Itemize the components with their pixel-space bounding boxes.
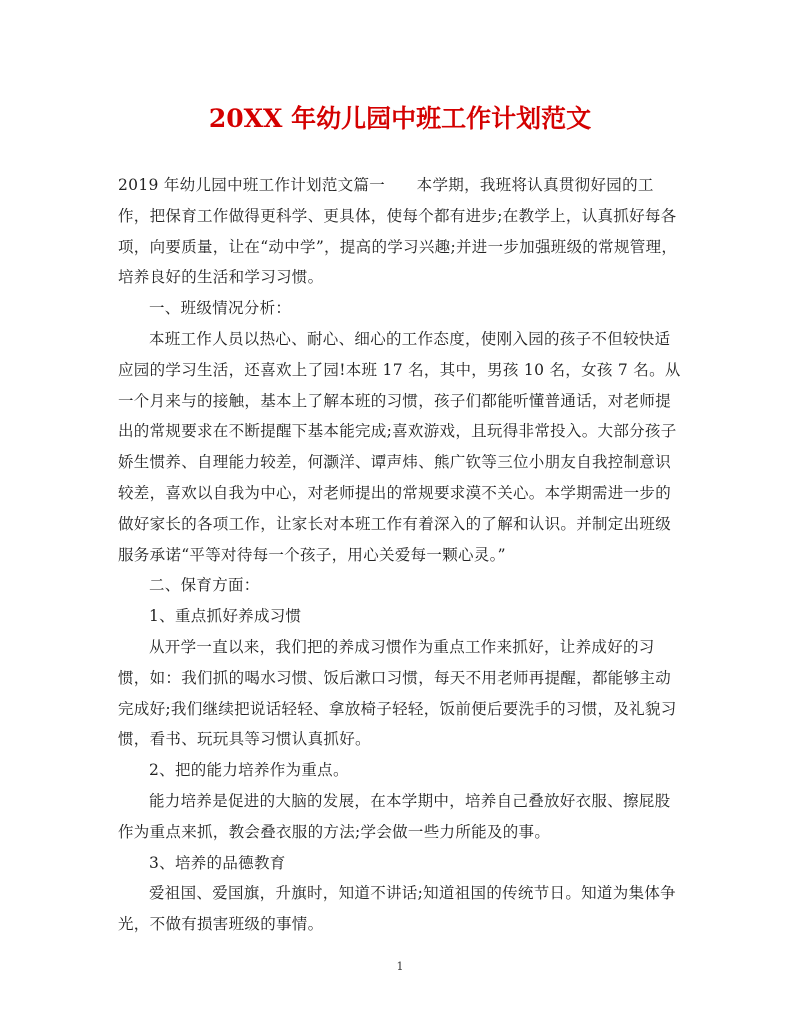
document-title: 20XX 年幼儿园中班工作计划范文 [208, 104, 592, 133]
page-number: 1 [396, 960, 404, 973]
section-heading-class-analysis: 一、班级情况分析： [149, 299, 292, 318]
habits-paragraph: 从开学一直以来，我们把的养成习惯作为重点工作来抓好，让养成好的习惯，如：我们抓的喝水习惯、饭后漱口习惯，每天不用老师再提醒，都能够主动完成好;我们继续把说话轻轻、拿放椅子轻轻，饭前便后要洗手的习惯，及礼貌习惯，看书、玩玩具等习惯认真抓好。 [118, 637, 677, 749]
subheading-habits: 1、重点抓好养成习惯 [149, 607, 302, 626]
document-body [118, 170, 684, 940]
subheading-ability: 2、把的能力培养作为重点。 [149, 761, 349, 780]
ability-paragraph: 能力培养是促进的大脑的发展，在本学期中，培养自己叠放好衣服、擦屁股作为重点来抓，教会叠衣服的方法;学会做一些力所能及的事。 [118, 791, 671, 841]
class-analysis-paragraph: 本班工作人员以热心、耐心、细心的工作态度，使刚入园的孩子不但较快适应园的学习生活，还喜欢上了园!本班 17 名，其中，男孩 10 名，女孩 7 名。从一个月来与的接触，基本上了解本班的习惯，孩子们都能听懂普通话，对老师提出的常规要求在不断提醒下基本能完成;喜欢游戏，且玩得非常投入。大部分孩子娇生惯养、自理能力较差，何灏洋、谭声炜、熊广钦等三位小朋友自我控制意识较差，喜欢以自我为中心，对老师提出的常规要求漠不关心。本学期需进一步的做好家长的各项工作，让家长对本班工作有着深入的了解和认识。并制定出班级服务承诺“平等对待每一个孩子，用心关爱每一颗心灵。” [118, 329, 681, 564]
intro-paragraph: 2019 年幼儿园中班工作计划范文篇一 本学期，我班将认真贯彻好园的工作，把保育工作做得更科学、更具体，使每个都有进步;在教学上，认真抓好每各项，向要质量，让在“动中学”，提高的学习兴趣;并进一步加强班级的常规管理，培养良好的生活和学习习惯。 [118, 176, 678, 287]
moral-education-paragraph: 爱祖国、爱国旗，升旗时，知道不讲话;知道祖国的传统节日。知道为集体争光，不做有损害班级的事情。 [118, 884, 676, 934]
section-heading-childcare: 二、保育方面： [149, 576, 260, 595]
subheading-moral-education: 3、培养的品德教育 [149, 853, 286, 872]
